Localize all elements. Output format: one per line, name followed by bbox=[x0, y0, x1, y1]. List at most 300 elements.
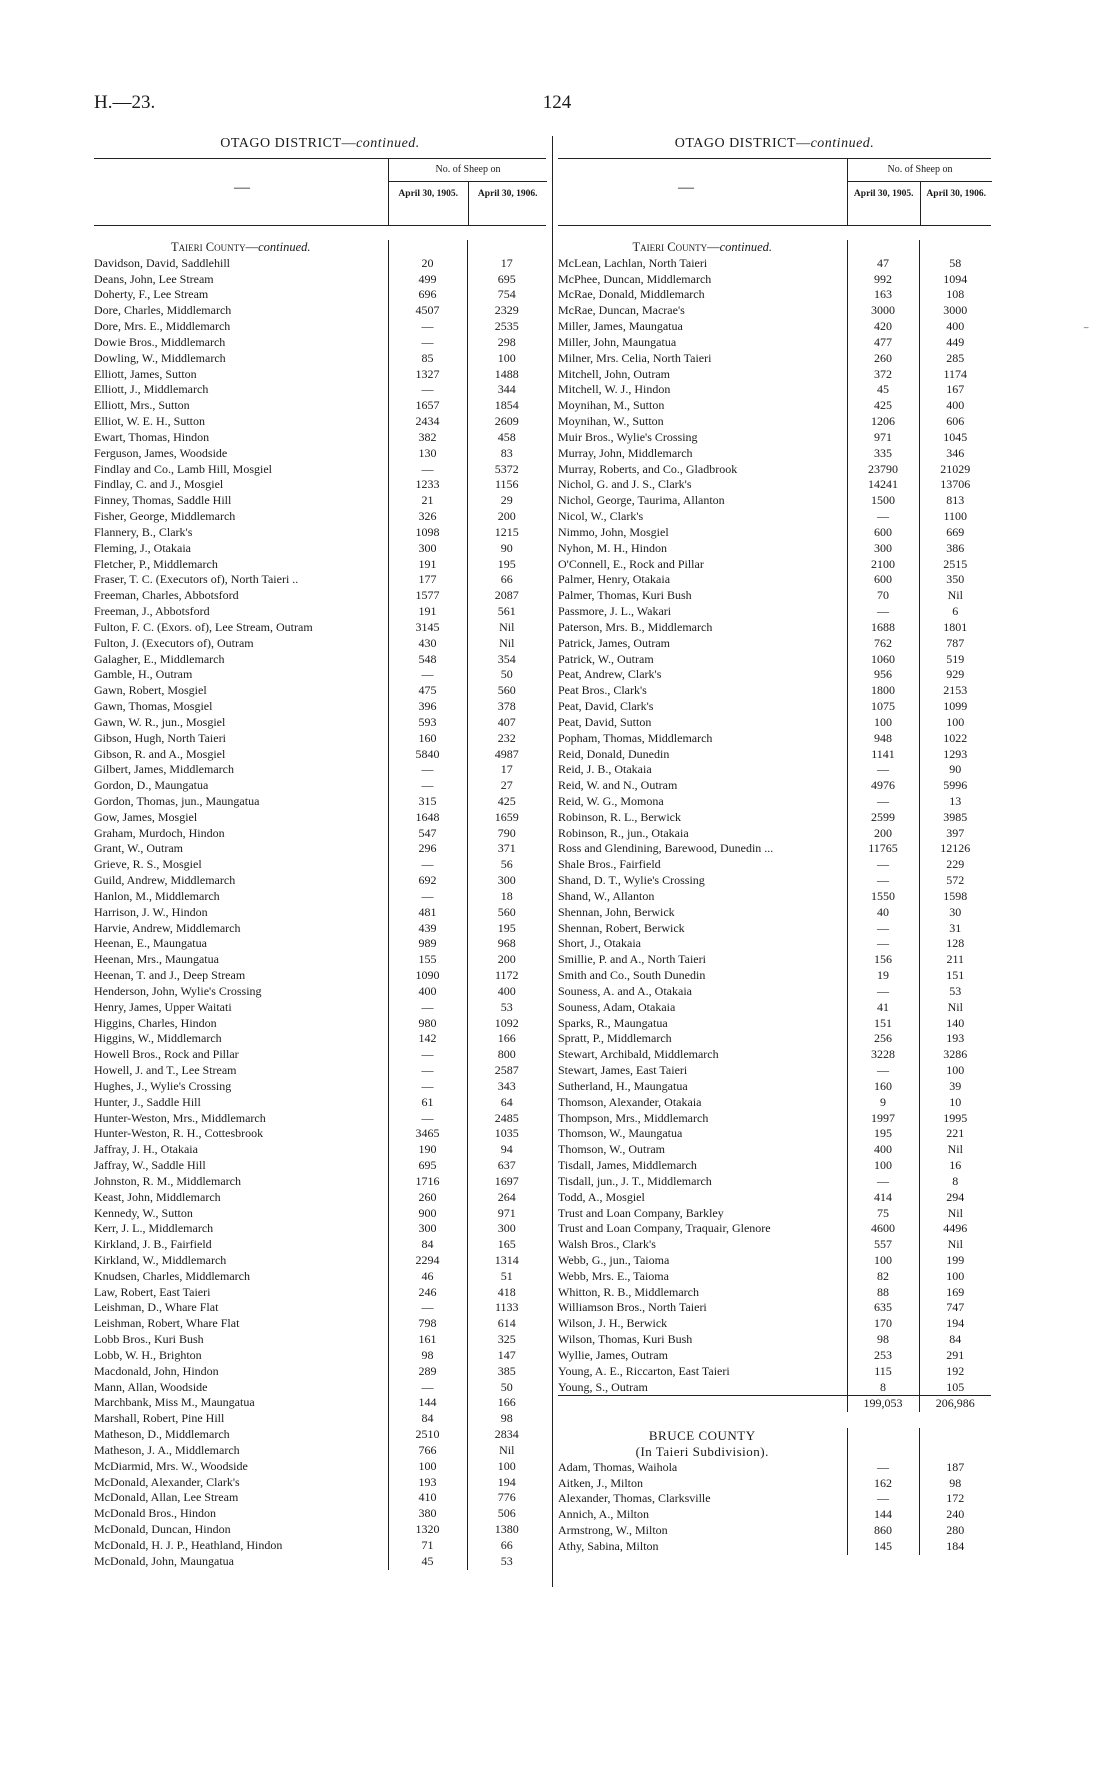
left-table-sheep-1905: — bbox=[388, 1000, 467, 1016]
right-table-name: Moynihan, W., Sutton bbox=[558, 414, 664, 429]
right-table-name: McLean, Lachlan, North Taieri bbox=[558, 255, 708, 270]
left-table-name: Gibson, Hugh, North Taieri bbox=[94, 730, 226, 745]
left-table-sheep-1905: — bbox=[388, 762, 467, 778]
left-table-sheep-1905: 1098 bbox=[388, 525, 467, 541]
right-table-row bbox=[558, 826, 991, 842]
left-table-sheep-1905: 84 bbox=[388, 1237, 467, 1253]
left-table-row bbox=[94, 1459, 546, 1475]
left-table-name: Harvie, Andrew, Middlemarch bbox=[94, 920, 241, 935]
bruce-county-title bbox=[558, 1428, 991, 1444]
right-table-sheep-1905: 992 bbox=[847, 272, 919, 288]
right-table-sheep-1905: 971 bbox=[847, 430, 919, 446]
right-table-sheep-1906: 294 bbox=[919, 1190, 991, 1206]
left-table-row bbox=[94, 1016, 546, 1032]
right-table-name: Ross and Glendining, Barewood, Dunedin ... bbox=[558, 841, 774, 856]
left-table-sheep-1906: 1092 bbox=[467, 1016, 546, 1032]
right-table-sheep-1905: 98 bbox=[847, 1332, 919, 1348]
bruce-table-name: Annich, A., Milton bbox=[558, 1507, 650, 1522]
right-table-row bbox=[558, 367, 991, 383]
right-table-sheep-1906: 2153 bbox=[919, 683, 991, 699]
right-table-row bbox=[558, 1079, 991, 1095]
left-table-row bbox=[94, 762, 546, 778]
left-table-sheep-1905: 798 bbox=[388, 1316, 467, 1332]
left-table-sheep-1906: 378 bbox=[467, 699, 546, 715]
left-table-sheep-1905: 191 bbox=[388, 604, 467, 620]
right-table-row bbox=[558, 351, 991, 367]
left-table-name: Fraser, T. C. (Executors of), North Taieri .. bbox=[94, 572, 299, 587]
left-table-sheep-1906: 200 bbox=[467, 509, 546, 525]
right-table-sheep-1906: 194 bbox=[919, 1316, 991, 1332]
left-table-name: Gamble, H., Outram bbox=[94, 667, 193, 682]
right-table-row bbox=[558, 398, 991, 414]
bruce-table-sheep-1906: 98 bbox=[919, 1476, 991, 1492]
bruce-table-sheep-1905: 162 bbox=[847, 1476, 919, 1492]
right-table-sheep-1906: 31 bbox=[919, 921, 991, 937]
right-table-name: Murray, Roberts, and Co., Gladbrook bbox=[558, 461, 738, 476]
bruce-table-row bbox=[558, 1539, 991, 1555]
left-table-name: Ferguson, James, Woodside bbox=[94, 445, 228, 460]
left-table-sheep-1905: — bbox=[388, 1079, 467, 1095]
left-table-sheep-1906: 1156 bbox=[467, 477, 546, 493]
right-column bbox=[558, 136, 991, 1555]
right-table-sheep-1906: Nil bbox=[919, 1142, 991, 1158]
left-table-name: Gilbert, James, Middlemarch bbox=[94, 762, 234, 777]
right-table-name: O'Connell, E., Rock and Pillar bbox=[558, 556, 704, 571]
right-table-sheep-1905: 1550 bbox=[847, 889, 919, 905]
left-table-sheep-1906: 2609 bbox=[467, 414, 546, 430]
right-table-row bbox=[558, 873, 991, 889]
right-table-sheep-1906: 39 bbox=[919, 1079, 991, 1095]
left-col-1906: April 30, 1906. bbox=[468, 182, 548, 225]
left-table-sheep-1905: — bbox=[388, 319, 467, 335]
left-table-sheep-1906: 53 bbox=[467, 1554, 546, 1570]
bruce-table-row bbox=[558, 1460, 991, 1476]
right-table-sheep-1906: 1293 bbox=[919, 747, 991, 763]
left-table-row bbox=[94, 1285, 546, 1301]
left-table-sheep-1905: 1577 bbox=[388, 588, 467, 604]
right-table-sheep-1905: 100 bbox=[847, 1158, 919, 1174]
right-table-sheep-1906: 1022 bbox=[919, 731, 991, 747]
right-sheep-table bbox=[558, 240, 991, 1555]
left-table-row bbox=[94, 493, 546, 509]
left-table-row bbox=[94, 525, 546, 541]
left-table-row bbox=[94, 398, 546, 414]
left-table-sheep-1906: 637 bbox=[467, 1158, 546, 1174]
left-table-sheep-1906: 18 bbox=[467, 889, 546, 905]
left-table-name: Gawn, Thomas, Mosgiel bbox=[94, 699, 213, 714]
left-table-name: Guild, Andrew, Middlemarch bbox=[94, 873, 236, 888]
right-table-row bbox=[558, 1221, 991, 1237]
right-table-sheep-1906: 5996 bbox=[919, 778, 991, 794]
right-table-row bbox=[558, 1016, 991, 1032]
bruce-table-sheep-1905: — bbox=[847, 1460, 919, 1476]
left-table-header bbox=[94, 158, 546, 226]
right-table-row bbox=[558, 1047, 991, 1063]
left-table-sheep-1905: 439 bbox=[388, 921, 467, 937]
left-table-sheep-1906: 1659 bbox=[467, 810, 546, 826]
right-table-sheep-1906: 100 bbox=[919, 715, 991, 731]
left-table-name: Hunter-Weston, Mrs., Middlemarch bbox=[94, 1110, 266, 1125]
left-table-name: Deans, John, Lee Stream bbox=[94, 271, 214, 286]
left-table-sheep-1906: 2535 bbox=[467, 319, 546, 335]
left-table-sheep-1905: 3145 bbox=[388, 620, 467, 636]
right-table-sheep-1905: 1206 bbox=[847, 414, 919, 430]
right-table-sheep-1906: 1801 bbox=[919, 620, 991, 636]
right-table-row bbox=[558, 968, 991, 984]
right-table-sheep-1906: 4496 bbox=[919, 1221, 991, 1237]
left-table-sheep-1906: 971 bbox=[467, 1206, 546, 1222]
right-table-row bbox=[558, 747, 991, 763]
right-heading: OTAGO DISTRICT—continued. bbox=[674, 136, 875, 151]
left-table-name: McDonald, H. J. P., Heathland, Hindon bbox=[94, 1537, 283, 1552]
right-table-name: Shand, W., Allanton bbox=[558, 888, 655, 903]
right-table-sheep-1905: — bbox=[847, 604, 919, 620]
right-table-row bbox=[558, 1174, 991, 1190]
right-table-sheep-1905: 41 bbox=[847, 1000, 919, 1016]
right-table-sheep-1905: 335 bbox=[847, 446, 919, 462]
left-table-sheep-1906: 53 bbox=[467, 1000, 546, 1016]
left-table-sheep-1905: 980 bbox=[388, 1016, 467, 1032]
left-table-sheep-1905: 326 bbox=[388, 509, 467, 525]
right-table-sheep-1906: 669 bbox=[919, 525, 991, 541]
right-table-sheep-1906: 151 bbox=[919, 968, 991, 984]
left-table-sheep-1906: 800 bbox=[467, 1047, 546, 1063]
left-table-row bbox=[94, 588, 546, 604]
left-table-row bbox=[94, 936, 546, 952]
left-table-row bbox=[94, 477, 546, 493]
left-table-name: Higgins, W., Middlemarch bbox=[94, 1031, 222, 1046]
left-table-sheep-1905: 300 bbox=[388, 1221, 467, 1237]
left-table-name: Harrison, J. W., Hindon bbox=[94, 904, 208, 919]
right-table-sheep-1905: 425 bbox=[847, 398, 919, 414]
left-table-sheep-1905: 2294 bbox=[388, 1253, 467, 1269]
left-table-sheep-1905: 84 bbox=[388, 1411, 467, 1427]
left-table-row bbox=[94, 272, 546, 288]
left-table-sheep-1906: 200 bbox=[467, 952, 546, 968]
left-table-sheep-1905: 396 bbox=[388, 699, 467, 715]
left-table-sheep-1906: 166 bbox=[467, 1031, 546, 1047]
bruce-county-title-text: BRUCE COUNTY bbox=[648, 1428, 756, 1444]
left-table-name: Macdonald, John, Hindon bbox=[94, 1363, 219, 1378]
right-table-sheep-1905: 1060 bbox=[847, 652, 919, 668]
right-col-1905: April 30, 1905. bbox=[853, 189, 914, 199]
left-table-name: Gawn, W. R., jun., Mosgiel bbox=[94, 714, 226, 729]
right-table-name: Nichol, George, Taurima, Allanton bbox=[558, 493, 725, 508]
left-table-sheep-1906: 83 bbox=[467, 446, 546, 462]
right-table-sheep-1906: 229 bbox=[919, 857, 991, 873]
left-table-row bbox=[94, 382, 546, 398]
left-table-row bbox=[94, 446, 546, 462]
left-table-row bbox=[94, 509, 546, 525]
right-table-row bbox=[558, 1190, 991, 1206]
bruce-table-name: Athy, Sabina, Milton bbox=[558, 1538, 659, 1553]
right-table-sheep-1906: 100 bbox=[919, 1063, 991, 1079]
right-table-name: Williamson Bros., North Taieri bbox=[558, 1300, 707, 1315]
left-table-row bbox=[94, 541, 546, 557]
left-table-sheep-1905: 20 bbox=[388, 256, 467, 272]
right-table-row bbox=[558, 1111, 991, 1127]
left-table-name: Gordon, D., Maungatua bbox=[94, 778, 209, 793]
right-table-sheep-1905: 151 bbox=[847, 1016, 919, 1032]
right-table-name: Tisdall, jun., J. T., Middlemarch bbox=[558, 1173, 712, 1188]
right-table-row bbox=[558, 1348, 991, 1364]
right-table-row bbox=[558, 984, 991, 1000]
left-table-sheep-1906: 56 bbox=[467, 857, 546, 873]
right-table-row bbox=[558, 1158, 991, 1174]
right-table-row bbox=[558, 1000, 991, 1016]
right-table-name: Palmer, Henry, Otakaia bbox=[558, 572, 671, 587]
right-table-row bbox=[558, 1316, 991, 1332]
left-table-sheep-1905: 71 bbox=[388, 1538, 467, 1554]
column-divider bbox=[552, 136, 553, 1587]
right-table-row bbox=[558, 762, 991, 778]
left-table-row bbox=[94, 1411, 546, 1427]
left-table-name: Dore, Mrs. E., Middlemarch bbox=[94, 319, 231, 334]
left-table-sheep-1906: 300 bbox=[467, 873, 546, 889]
right-table-sheep-1906: 606 bbox=[919, 414, 991, 430]
left-table-sheep-1905: — bbox=[388, 1047, 467, 1063]
left-table-name: Heenan, T. and J., Deep Stream bbox=[94, 968, 246, 983]
left-table-name: Marchbank, Miss M., Maungatua bbox=[94, 1395, 255, 1410]
left-table-sheep-1905: — bbox=[388, 462, 467, 478]
right-table-sheep-1906: 108 bbox=[919, 287, 991, 303]
right-table-sheep-1906: 1174 bbox=[919, 367, 991, 383]
right-table-sheep-1906: 30 bbox=[919, 905, 991, 921]
right-table-name: Reid, W. and N., Outram bbox=[558, 778, 678, 793]
right-table-name: Wilson, Thomas, Kuri Bush bbox=[558, 1332, 693, 1347]
left-table-sheep-1905: 300 bbox=[388, 541, 467, 557]
right-total-sheep-1905: 199,053 bbox=[847, 1396, 919, 1412]
left-table-name: Matheson, D., Middlemarch bbox=[94, 1427, 230, 1442]
right-table-name: Sparks, R., Maungatua bbox=[558, 1015, 668, 1030]
bruce-table-sheep-1906: 184 bbox=[919, 1539, 991, 1555]
left-table-sheep-1905: 1327 bbox=[388, 367, 467, 383]
left-table-name: Fisher, George, Middlemarch bbox=[94, 509, 236, 524]
right-table-name: Reid, Donald, Dunedin bbox=[558, 746, 670, 761]
right-col-1906: April 30, 1906. bbox=[920, 182, 993, 225]
left-table-sheep-1906: 425 bbox=[467, 794, 546, 810]
right-table-name: Tisdall, James, Middlemarch bbox=[558, 1158, 697, 1173]
left-table-name: Elliott, J., Middlemarch bbox=[94, 382, 209, 397]
bruce-table-sheep-1905: 145 bbox=[847, 1539, 919, 1555]
right-table-sheep-1905: 88 bbox=[847, 1285, 919, 1301]
right-table-sheep-1905: 400 bbox=[847, 1142, 919, 1158]
right-table-row bbox=[558, 936, 991, 952]
left-table-sheep-1906: 418 bbox=[467, 1285, 546, 1301]
left-table-sheep-1905: 246 bbox=[388, 1285, 467, 1301]
right-table-sheep-1906: 12126 bbox=[919, 841, 991, 857]
right-table-row bbox=[558, 572, 991, 588]
right-table-sheep-1906: 2515 bbox=[919, 557, 991, 573]
right-table-name: Milner, Mrs. Celia, North Taieri bbox=[558, 350, 712, 365]
left-table-name: Kirkland, J. B., Fairfield bbox=[94, 1237, 212, 1252]
right-table-name: Shale Bros., Fairfield bbox=[558, 857, 661, 872]
right-table-name: Miller, James, Maungatua bbox=[558, 319, 683, 334]
left-table-name: Lobb Bros., Kuri Bush bbox=[94, 1332, 204, 1347]
right-table-sheep-1906: 90 bbox=[919, 762, 991, 778]
left-table-name: McDiarmid, Mrs. W., Woodside bbox=[94, 1458, 248, 1473]
right-table-sheep-1905: 3000 bbox=[847, 303, 919, 319]
left-table-row bbox=[94, 1237, 546, 1253]
right-table-sheep-1905: — bbox=[847, 984, 919, 1000]
left-table-sheep-1906: 94 bbox=[467, 1142, 546, 1158]
right-table-row bbox=[558, 857, 991, 873]
right-table-sheep-1905: 1688 bbox=[847, 620, 919, 636]
left-table-row bbox=[94, 652, 546, 668]
right-table-sheep-1905: 477 bbox=[847, 335, 919, 351]
right-table-sheep-1905: 635 bbox=[847, 1300, 919, 1316]
left-table-sheep-1906: 232 bbox=[467, 731, 546, 747]
left-table-row bbox=[94, 1174, 546, 1190]
right-table-sheep-1906: 285 bbox=[919, 351, 991, 367]
bruce-table-row bbox=[558, 1491, 991, 1507]
left-table-name: Ewart, Thomas, Hindon bbox=[94, 429, 210, 444]
right-table-sheep-1906: 3286 bbox=[919, 1047, 991, 1063]
bruce-table-sheep-1905: 144 bbox=[847, 1507, 919, 1523]
right-table-row bbox=[558, 731, 991, 747]
left-table-row bbox=[94, 1395, 546, 1411]
right-table-sheep-1905: 19 bbox=[847, 968, 919, 984]
left-table-name: McDonald Bros., Hindon bbox=[94, 1506, 216, 1521]
left-table-name: Hughes, J., Wylie's Crossing bbox=[94, 1078, 232, 1093]
right-table-row bbox=[558, 620, 991, 636]
right-table-name: McPhee, Duncan, Middlemarch bbox=[558, 271, 712, 286]
right-table-header bbox=[558, 158, 991, 226]
left-table-sheep-1906: 2587 bbox=[467, 1063, 546, 1079]
left-table-sheep-1906: 300 bbox=[467, 1221, 546, 1237]
right-table-row bbox=[558, 414, 991, 430]
right-table-row bbox=[558, 1031, 991, 1047]
right-table-sheep-1905: 14241 bbox=[847, 477, 919, 493]
right-table-sheep-1906: 747 bbox=[919, 1300, 991, 1316]
right-table-sheep-1906: 3985 bbox=[919, 810, 991, 826]
left-table-sheep-1905: 46 bbox=[388, 1269, 467, 1285]
right-table-sheep-1906: 400 bbox=[919, 319, 991, 335]
left-section-title: Taieri County—continued. bbox=[170, 240, 311, 254]
left-table-sheep-1906: 400 bbox=[467, 984, 546, 1000]
right-table-sheep-1905: 1141 bbox=[847, 747, 919, 763]
left-table-row bbox=[94, 905, 546, 921]
left-table-sheep-1905: 130 bbox=[388, 446, 467, 462]
right-table-name: McRae, Donald, Middlemarch bbox=[558, 287, 705, 302]
right-table-name: Reid, W. G., Momona bbox=[558, 793, 664, 808]
right-table-sheep-1906: 572 bbox=[919, 873, 991, 889]
right-total-sheep-1906: 206,986 bbox=[919, 1396, 991, 1412]
left-table-row bbox=[94, 1126, 546, 1142]
right-table-name: Robinson, R., jun., Otakaia bbox=[558, 825, 689, 840]
left-table-row bbox=[94, 1443, 546, 1459]
left-table-sheep-1906: 2087 bbox=[467, 588, 546, 604]
left-table-name: Leishman, Robert, Whare Flat bbox=[94, 1316, 240, 1331]
right-table-sheep-1906: 519 bbox=[919, 652, 991, 668]
right-table-sheep-1906: 100 bbox=[919, 1269, 991, 1285]
right-table-sheep-1905: — bbox=[847, 873, 919, 889]
left-table-sheep-1905: — bbox=[388, 857, 467, 873]
left-table-row bbox=[94, 1380, 546, 1396]
left-table-row bbox=[94, 857, 546, 873]
left-table-sheep-1905: 1090 bbox=[388, 968, 467, 984]
right-table-sheep-1905: — bbox=[847, 794, 919, 810]
right-table-sheep-1905: — bbox=[847, 857, 919, 873]
right-table-sheep-1905: 1800 bbox=[847, 683, 919, 699]
left-table-name: Kirkland, W., Middlemarch bbox=[94, 1253, 227, 1267]
left-table-sheep-1906: 790 bbox=[467, 826, 546, 842]
left-table-sheep-1906: 506 bbox=[467, 1506, 546, 1522]
right-table-sheep-1905: 2599 bbox=[847, 810, 919, 826]
right-table-row bbox=[558, 303, 991, 319]
left-table-name: Flannery, B., Clark's bbox=[94, 524, 193, 539]
left-table-sheep-1906: 1035 bbox=[467, 1126, 546, 1142]
right-table-sheep-1905: 195 bbox=[847, 1126, 919, 1142]
right-table-sheep-1906: 346 bbox=[919, 446, 991, 462]
right-table-sheep-1906: 140 bbox=[919, 1016, 991, 1032]
right-table-row bbox=[558, 715, 991, 731]
left-table-name: Gibson, R. and A., Mosgiel bbox=[94, 746, 226, 761]
left-table-name: Kerr, J. L., Middlemarch bbox=[94, 1221, 214, 1236]
left-table-name: McDonald, John, Maungatua bbox=[94, 1553, 234, 1568]
right-table-row bbox=[558, 287, 991, 303]
left-table-sheep-1906: 1215 bbox=[467, 525, 546, 541]
left-table-sheep-1905: 61 bbox=[388, 1095, 467, 1111]
left-table-name: Higgins, Charles, Hindon bbox=[94, 1015, 217, 1030]
left-table-name: Keast, John, Middlemarch bbox=[94, 1189, 221, 1204]
left-table-name: Gow, James, Mosgiel bbox=[94, 809, 198, 824]
right-table-row bbox=[558, 636, 991, 652]
left-table-name: Matheson, J. A., Middlemarch bbox=[94, 1442, 240, 1457]
left-table-sheep-1905: 85 bbox=[388, 351, 467, 367]
right-table-sheep-1905: 4976 bbox=[847, 778, 919, 794]
right-table-sheep-1905: — bbox=[847, 936, 919, 952]
left-table-row bbox=[94, 1300, 546, 1316]
right-table-row bbox=[558, 525, 991, 541]
left-table-sheep-1905: 2510 bbox=[388, 1427, 467, 1443]
page-number: 124 bbox=[542, 92, 572, 113]
left-table-sheep-1906: 165 bbox=[467, 1237, 546, 1253]
left-table-name: Jaffray, J. H., Otakaia bbox=[94, 1142, 198, 1157]
left-table-sheep-1906: 407 bbox=[467, 715, 546, 731]
right-table-sheep-1905: 11765 bbox=[847, 841, 919, 857]
right-table-row bbox=[558, 1332, 991, 1348]
right-table-row bbox=[558, 477, 991, 493]
left-table-name: Jaffray, W., Saddle Hill bbox=[94, 1158, 206, 1173]
left-heading: OTAGO DISTRICT—continued. bbox=[220, 136, 420, 151]
left-table-row bbox=[94, 1427, 546, 1443]
left-table-sheep-1906: 1380 bbox=[467, 1522, 546, 1538]
right-table-sheep-1906: 53 bbox=[919, 984, 991, 1000]
left-table-sheep-1905: 193 bbox=[388, 1475, 467, 1491]
left-table-name: Marshall, Robert, Pine Hill bbox=[94, 1411, 225, 1426]
right-table-row bbox=[558, 905, 991, 921]
left-table-sheep-1906: 147 bbox=[467, 1348, 546, 1364]
bruce-table-name: Armstrong, W., Milton bbox=[558, 1523, 668, 1538]
right-table-sheep-1906: 192 bbox=[919, 1364, 991, 1380]
right-table-sheep-1905: 1500 bbox=[847, 493, 919, 509]
left-table-row bbox=[94, 572, 546, 588]
left-table-row bbox=[94, 1348, 546, 1364]
left-table-sheep-1906: 5372 bbox=[467, 462, 546, 478]
right-table-name: Shand, D. T., Wylie's Crossing bbox=[558, 873, 705, 888]
right-table-sheep-1906: 397 bbox=[919, 826, 991, 842]
left-table-row bbox=[94, 952, 546, 968]
right-table-name: Trust and Loan Company, Barkley bbox=[558, 1205, 724, 1220]
right-table-sheep-1906: 10 bbox=[919, 1095, 991, 1111]
left-table-sheep-1905: 4507 bbox=[388, 303, 467, 319]
right-table-name: McRae, Duncan, Macrae's bbox=[558, 303, 685, 318]
left-table-row bbox=[94, 826, 546, 842]
right-table-row bbox=[558, 541, 991, 557]
left-table-sheep-1906: 51 bbox=[467, 1269, 546, 1285]
right-table-sheep-1906: Nil bbox=[919, 1237, 991, 1253]
